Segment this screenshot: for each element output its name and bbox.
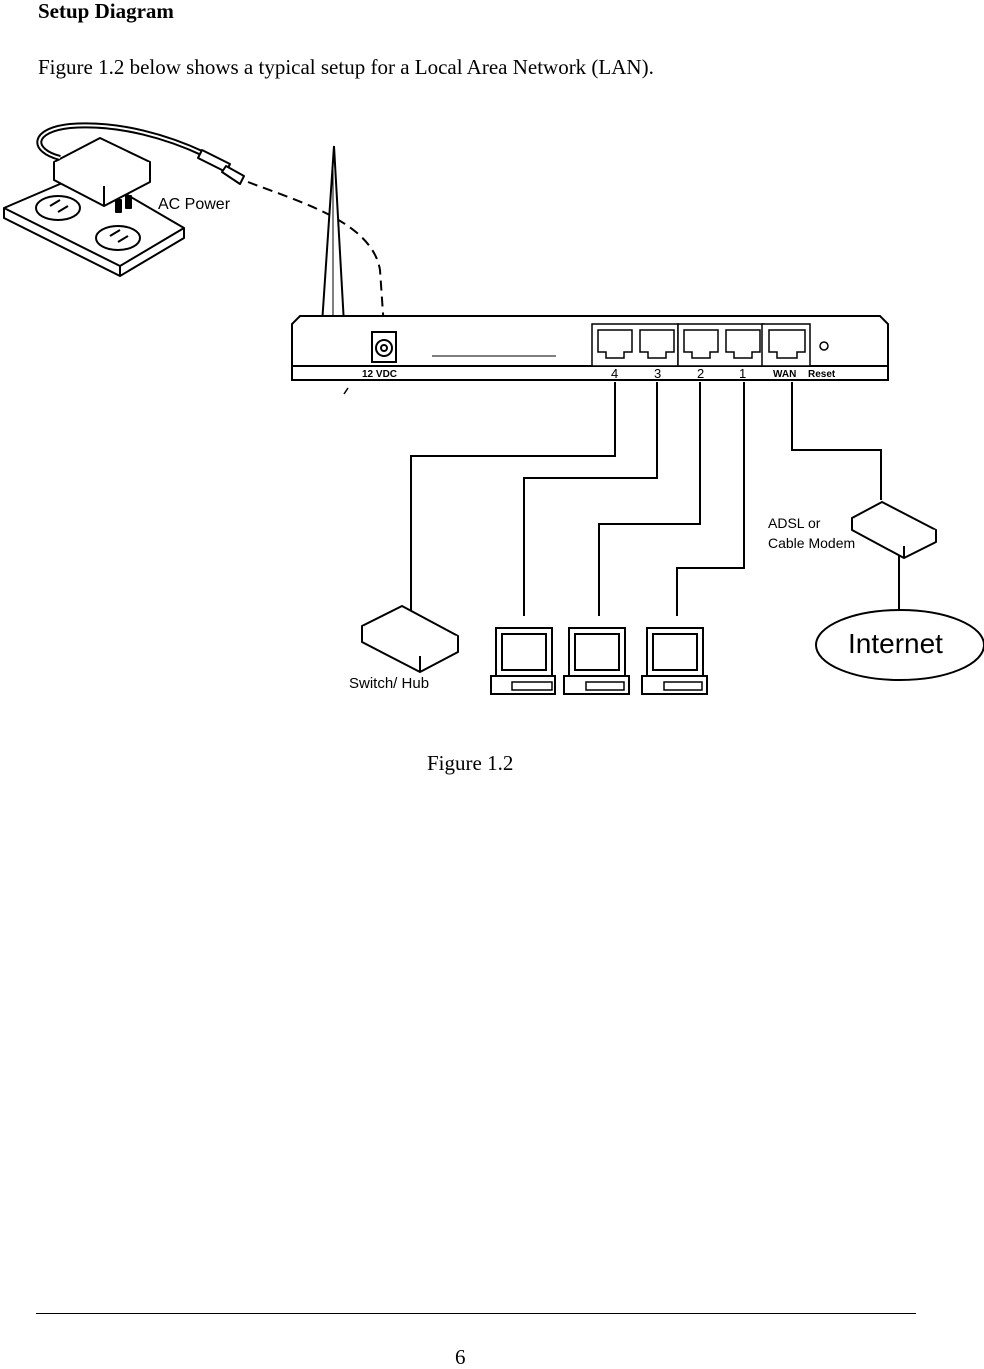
setup-diagram: [0, 110, 984, 710]
port-1-label: 1: [739, 366, 747, 381]
pc-icon-2: [564, 628, 629, 694]
port-3-label: 3: [654, 366, 662, 381]
port-4-label: 4: [611, 366, 619, 381]
pc-icon-1: [491, 628, 555, 694]
reset-label: Reset: [808, 369, 836, 380]
port-2-label: 2: [697, 366, 705, 381]
switch-hub-label: Switch/ Hub: [349, 675, 430, 692]
cable-port-4-switch: [411, 382, 615, 610]
modem-label-line2: Cable Modem: [768, 535, 856, 551]
switch-hub-icon: [362, 606, 458, 672]
figure-caption: Figure 1.2: [427, 751, 514, 775]
setup-diagram-figure: [0, 110, 984, 710]
intro-paragraph: Figure 1.2 below shows a typical setup for a Local Area Network (LAN).: [38, 55, 654, 79]
ac-power-label: AC Power: [158, 196, 231, 213]
cable-wan-modem: [792, 382, 881, 500]
footer-divider: [36, 1313, 916, 1314]
internet-label: Internet: [848, 628, 943, 659]
pc-icon-3: [642, 628, 707, 694]
wan-label: WAN: [773, 369, 797, 380]
modem-icon: [852, 502, 936, 558]
section-heading: Setup Diagram: [38, 0, 174, 23]
page-number: 6: [455, 1345, 466, 1369]
power-cable: [248, 182, 384, 328]
power-port-label: 12 VDC: [362, 369, 398, 380]
network-cables: [411, 382, 899, 616]
modem-label-line1: ADSL or: [768, 515, 821, 531]
cable-port-3-pc: [524, 382, 657, 616]
cable-port-1-pc: [677, 382, 744, 616]
